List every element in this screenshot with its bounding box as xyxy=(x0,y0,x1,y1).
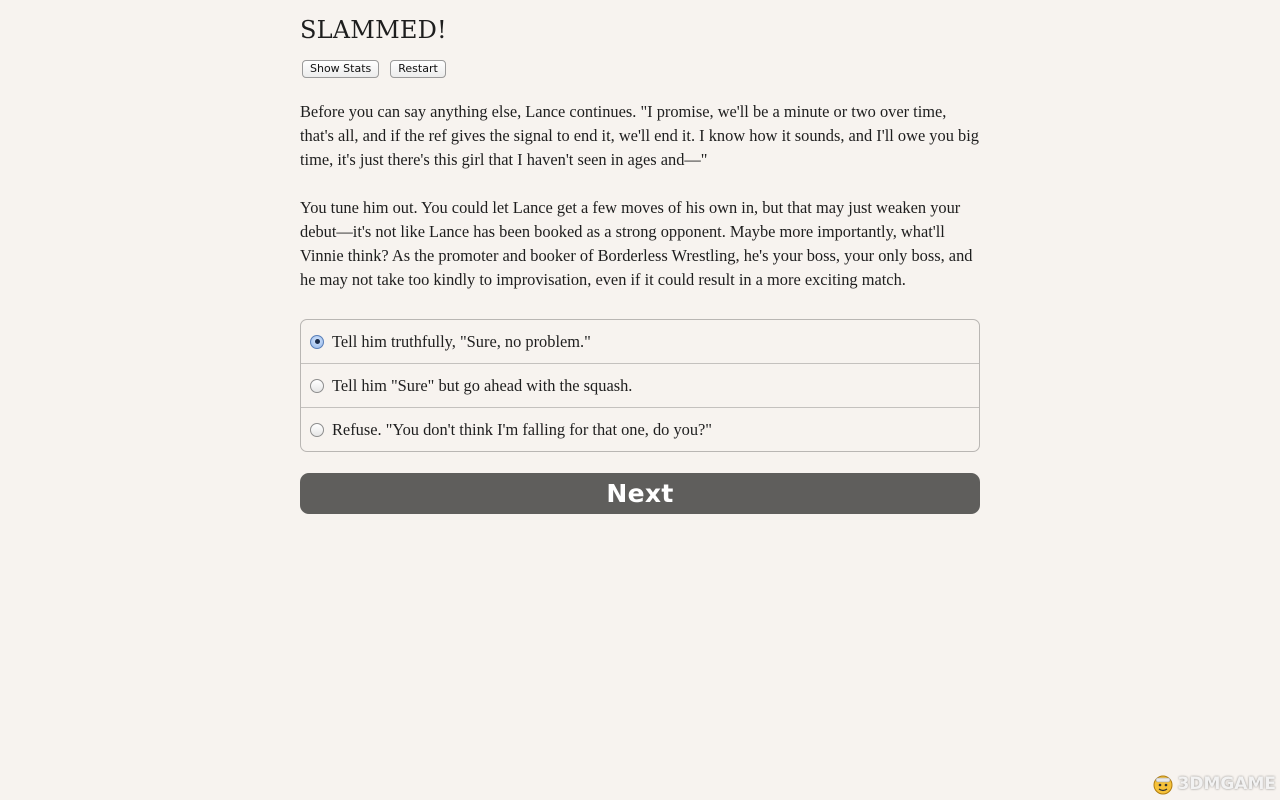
game-page xyxy=(300,14,980,514)
radio-button[interactable] xyxy=(310,423,324,437)
restart-button[interactable]: Restart xyxy=(390,60,446,78)
choice-option-squash[interactable] xyxy=(301,363,979,407)
choice-label: Tell him truthfully, "Sure, no problem." xyxy=(332,331,591,351)
show-stats-button[interactable]: Show Stats xyxy=(302,60,379,78)
mascot-icon xyxy=(1151,772,1175,796)
choice-label: Tell him "Sure" but go ahead with the squash. xyxy=(332,375,633,395)
watermark xyxy=(1151,772,1277,796)
choice-option-refuse[interactable] xyxy=(301,407,979,451)
game-title: SLAMMED! xyxy=(300,16,447,44)
radio-button[interactable] xyxy=(310,379,324,393)
story-paragraph: Before you can say anything else, Lance continues. "I promise, we'll be a minute or two over time, that's all, and if the ref gives the signal to end it, we'll end it. I know how it sounds, and I'll owe you big time, it's just there's this girl that I haven't seen in ages and—" xyxy=(300,102,979,169)
radio-button-selected[interactable] xyxy=(310,335,324,349)
watermark-text: 3DMGAME xyxy=(1177,774,1276,794)
choice-label: Refuse. "You don't think I'm falling for that one, do you?" xyxy=(332,419,712,439)
story-paragraph: You tune him out. You could let Lance get a few moves of his own in, but that may just weaken your debut—it's not like Lance has been booked as a strong opponent. Maybe more importantly, what'll Vinnie think? As the promoter and booker of Borderless Wrestling, he's your boss, your only boss, and he may not take too kindly to improvisation, even if it could result in a more exciting match. xyxy=(300,198,973,289)
choice-list xyxy=(300,319,980,452)
story-text xyxy=(300,100,980,292)
next-button[interactable]: Next xyxy=(300,473,980,514)
choice-option-truthful[interactable] xyxy=(301,320,979,363)
toolbar xyxy=(300,60,980,80)
